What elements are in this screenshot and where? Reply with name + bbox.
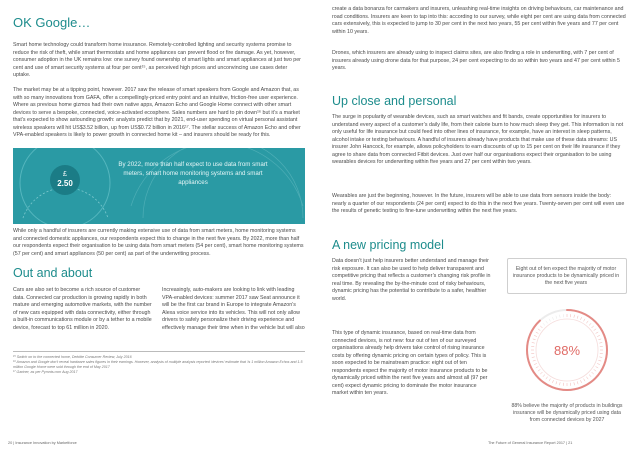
insight-banner xyxy=(13,148,305,224)
donut-tick xyxy=(584,379,586,382)
paragraph-smart-home: Smart home technology could transform home insurance. Remotely-controlled lighting and security systems promise to reduce the risk of theft, while smart thermostats and home appliances can prevent flood or fire damage. As yet, however, consumer adoption in the UK remains low: one survey found ownership of smart lights and smart appliances at just two per cent and use of smart security systems at four per cent¹⁵, as perceived high prices and unconvincing use cases deter uptake. xyxy=(13,42,301,78)
donut-tick xyxy=(597,335,600,336)
donut-chart xyxy=(508,298,626,413)
donut-tick xyxy=(574,382,575,385)
donut-tick xyxy=(580,317,581,320)
donut-tick xyxy=(598,339,601,340)
donut-tick xyxy=(592,326,594,328)
footnote-16: ¹⁶ Amazon and Google don’t reveal hardware sales figures in their earnings. However, analysts of multiple analysts reported ‘devices’ estimate that ‘is 1 million Amazon Echos and 1.5 million Google Home were sold through the end of May 2017 xyxy=(13,360,303,369)
donut-tick xyxy=(556,316,557,319)
paragraph-underwriting: While only a handful of insurers are currently making extensive use of data from smart meters, home monitoring systems and connected domestic appliances, our respondents expect this to change in the next five years. By 2022, more than half our respondents expect their organisation to be using data from smart meters (54 per cent), smart home monitoring systems (57 per cent) and smart appliances (50 per cent) as part of the underwriting process. xyxy=(13,228,304,257)
donut-tick xyxy=(552,317,553,320)
donut-tick xyxy=(543,323,545,325)
paragraph-dynamic-insurance: This type of dynamic insurance, based on real-time data from connected devices, is not new: four out of ten of our surveyed organisations already help drivers take control of rising insurance costs by offering dynamic pricing on certain types of policy. This is soon expected to be mainstream practice: eight out of ten respondents expect the majority of motor insurance products to be dynamically priced within the next five years and almost all (97 per cent) expect dynamic pricing to dominate the motor insurance market within ten years. xyxy=(332,330,488,396)
donut-tick xyxy=(538,329,540,331)
donut-tick xyxy=(540,372,542,374)
donut-tick xyxy=(594,329,596,331)
footnote-15: ¹⁵ Switch on to the connected home, Deloitte Consumer Review, July 2016 xyxy=(13,355,132,359)
paragraph-wearables: The surge in popularity of wearable devices, such as smart watches and fit bands, create opportunities for insurers to understand every aspect of a customer’s daily life, from their calorie burn to how much sleep they get. This information is not only useful for life insurance but could feed into other lines of insurance, for example, have an interest in sleep patterns, alcohol intake or texting behaviours. A handful of insurers already have products that make use of these data streams: US insurer John Hancock, for example, allows policyholders to earn discounts of up to 15 per cent on their life insurance if they agree to share data from connected Fitbit devices. Just over half our organisations expect their organisation to be using wearables devices for underwriting within five years and 27 per cent within two years. xyxy=(332,114,624,165)
donut-tick xyxy=(586,377,588,379)
paragraph-connected-cars: Cars are also set to become a rich source of customer data. Connected car production is growing rapidly in both mature and emerging automotive markets, with the number of new cars equipped with data connectivity, either through a built-in communications module or by a tether to a mobile device, forecast to top 61 million in 2020. xyxy=(13,287,152,331)
donut-tick xyxy=(533,339,536,340)
heading-ok-google: OK Google… xyxy=(13,15,91,30)
donut-tick xyxy=(597,363,600,364)
donut-tick xyxy=(586,321,588,323)
donut-tick xyxy=(580,380,581,383)
donut-tick xyxy=(532,343,535,344)
donut-tick xyxy=(596,332,599,334)
donut-caption: 88% believe the majority of products in buildings insurance will be dynamically priced using data from connected devices by 2027 xyxy=(511,403,623,424)
donut-tick xyxy=(592,372,594,374)
donut-tick xyxy=(538,369,540,371)
paragraph-smart-speakers: The market may be at a tipping point, however. 2017 saw the release of smart speakers from Google and Amazon that, as with so many innovations from GAFA, offer a compellingly-priced entry point and an intuitive, friction-free user experience. Where as previous home gizmos had their own native apps, Amazon Echo and Google Home connect with other smart devices to serve a bespoke, connected, voice-activated ecosphere. Sales numbers are hard to pin down¹⁶ but it’s a market that’s expected to show astounding growth: analysts predict that by 2021, end-user spending on virtual personal assistant wireless speakers will hit US$3.52 billion, up from US$0.72 billion in 2016¹⁷. The stellar success of Amazon Echo and other VPA-enabled speakers is likely to power growth in connected home kit – and insurers should be ready for this. xyxy=(13,87,301,138)
donut-tick xyxy=(534,363,537,364)
donut-tick xyxy=(540,326,542,328)
donut-tick xyxy=(560,315,561,318)
donut-tick xyxy=(599,357,602,358)
paragraph-future-sensors: Wearables are just the beginning, however. In the future, insurers will be able to use data from sensors inside the body: nearly a quarter of our respondents (24 per cent) expect to do this in the next five years. Twenty-seven per cent will even use the results of genetic testing to fine-tune underwriting within the next five years. xyxy=(332,193,625,214)
heading-pricing-model: A new pricing model xyxy=(332,238,444,252)
currency-icon: £ xyxy=(63,171,67,178)
donut-tick xyxy=(577,316,578,319)
heading-up-close: Up close and personal xyxy=(332,94,457,108)
paragraph-pricing: Data doesn’t just help insurers better understand and manage their risk exposure. It can also be used to help deliver transparent and competitive pricing that reflects a customer’s changing risk profile in real time. By revealing the by-the-minute cost of risky behaviours, dynamic pricing has the potential to contribute to a safer, healthier world. xyxy=(332,258,491,302)
donut-tick xyxy=(549,379,551,382)
donut-tick xyxy=(560,382,561,385)
callout-text: Eight out of ten expect the majority of motor insurance products to be dynamically priced in the next five years xyxy=(512,266,620,287)
footer-left: 20 | Insurance Innovation by Marketforce xyxy=(8,441,77,445)
donut-tick xyxy=(546,321,548,323)
donut-tick xyxy=(589,323,591,325)
donut-tick xyxy=(598,360,601,361)
donut-tick xyxy=(532,357,535,358)
heading-out-and-about: Out and about xyxy=(13,266,93,280)
donut-tick xyxy=(534,335,537,336)
donut-tick xyxy=(599,343,602,344)
donut-tick xyxy=(546,377,548,379)
donut-tick xyxy=(589,375,591,377)
donut-tick xyxy=(552,380,553,383)
donut-tick xyxy=(536,332,539,334)
donut-tick xyxy=(556,381,557,384)
donut-tick xyxy=(536,367,539,369)
meter-value: 2.50 xyxy=(57,179,73,188)
donut-tick xyxy=(584,319,586,322)
donut-tick xyxy=(577,381,578,384)
donut-value: 88% xyxy=(553,343,581,358)
donut-tick xyxy=(574,315,575,318)
donut-tick xyxy=(533,360,536,361)
paragraph-drones: Drones, which insurers are already using to inspect claims sites, are also finding a role in underwriting, with 7 per cent of insurers already using drone data for that purpose, 24 per cent expecting to do so within two years and 47 per cent within 5 years. xyxy=(332,50,620,71)
donut-tick xyxy=(549,319,551,322)
donut-tick xyxy=(596,367,599,369)
donut-tick xyxy=(543,375,545,377)
footer-right: The Future of General Insurance Report 2017 | 21 xyxy=(488,441,573,445)
paragraph-auto-makers: Increasingly, auto-makers are looking to link with leading VPA-enabled devices: summer 2017 saw Seat announce it will be the first car brand in Europe to integrate Amazon’s Alexa voice service into its vehicles. This will not only allow drivers to safely personalize their driving experience and effectively manage their time when in the vehicle but will also xyxy=(162,287,305,331)
paragraph-connected-car-data: create a data bonanza for carmakers and insurers, unleashing real-time insights on driving behaviours, car maintenance and road conditions. Insurers are keen to tap into this: according to our survey, while eight per cent are using data from connected cars extensively, this is expected to jump to 30 per cent in the next two years, 55 per cent within five years and 77 per cent within 10 years. xyxy=(332,6,626,35)
banner-text: By 2022, more than half expect to use data from smart meters, smart home monitoring systems and smart appliances xyxy=(118,161,268,186)
footnotes xyxy=(13,351,305,375)
donut-tick xyxy=(594,369,596,371)
footnote-17: ¹⁷ Gartner, as per Pymnts.com Aug 2017 xyxy=(13,370,78,374)
